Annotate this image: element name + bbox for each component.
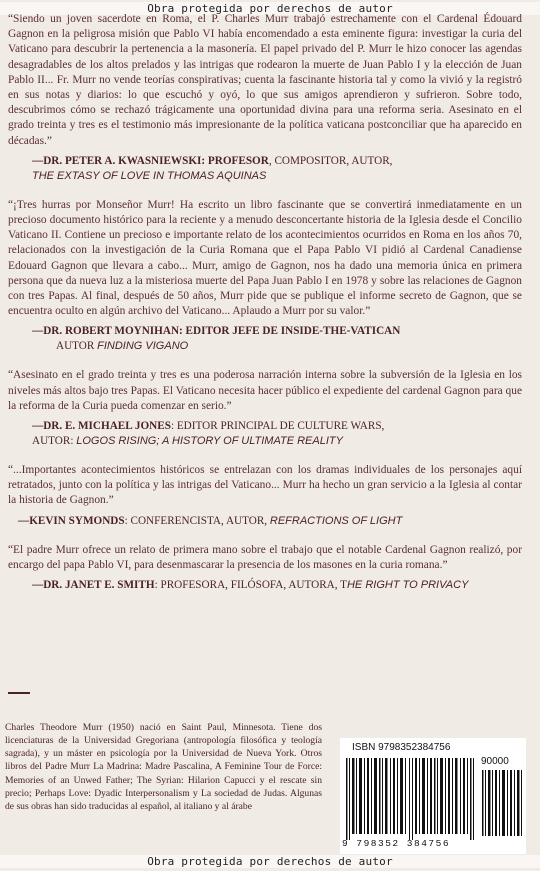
endorsement-1	[8, 12, 522, 184]
endorsement-attribution	[32, 419, 522, 449]
endorsements	[8, 12, 522, 607]
endorser-role: : CONFERENCISTA, AUTOR,	[124, 514, 268, 527]
author-bio: Charles Theodore Murr (1950) nació en Saint Paul, Minnesota. Tiene dos licenciaturas de la Universidad Gregoriana (antropología filosófica y teología sagrada), y un máster en psicología por la Universidad de Nueva York. Otros libros del Padre Murr La Madrina: Madre Pascalina, A Feminine Tour de Force: Memories of an Unwed Father; The Syrian: Hilarion Capucci y el rescate sin precio; Perhaps Love: Dyadic Interpersonalism y La sociedad de Judas. Algunas de sus obras han sido traducidas al español, al italiano y al árabe	[5, 721, 322, 813]
endorsement-4	[8, 463, 522, 529]
endorser-name: —DR. PETER A. KWASNIEWSKI: PROFESOR	[32, 154, 269, 167]
endorser-name: —KEVIN SYMONDS	[18, 514, 125, 527]
ean-digits: 9 798352 384756	[342, 838, 451, 849]
barcode-bars-icon	[342, 754, 482, 840]
endorsement-quote: “Siendo un joven sacerdote en Roma, el P. Charles Murr trabajó estrechamente con el Cardenal Édouard Gagnon en la peligrosa misión que Pablo VI había encomendado a esta eminente figura: investigar la curia del Vaticano para descubrir la pertenencia a la masonería. El papel privado del P. Murr le hizo conocer las agendas desagradables de los altos prelados y las intrigas que rodearon la muerte de Juan Pablo I y la elección de Juan Pablo II... Fr. Murr no vende teorías conspirativas; cuenta la fascinante historia tal y como la vivió y la registró en sus notas y diarios: lo que escuchó y oyó, lo que sus amigos aprendieron y sufrieron. Sobre todo, descubrimos cómo se rechazó trágicamente una oportunidad divina para una reforma seria. Asesinato en el grado treinta y tres es el testimonio más impresionante de la política vaticana postconciliar que ha aparecido en décadas.”	[8, 13, 522, 147]
endorser-role-2: AUTOR:	[32, 435, 74, 448]
endorser-role: , COMPOSITOR, AUTOR,	[268, 154, 393, 167]
endorsement-attribution	[32, 578, 522, 593]
endorsement-attribution	[32, 154, 522, 184]
watermark-bottom: Obra protegida por derechos de autor	[0, 855, 540, 868]
endorsement-quote: “El padre Murr ofrece un relato de primera mano sobre el trabajo que el notable Cardenal Gagnon realizó, por encargo del papa Pablo VI, para desenmascarar la presencia de los masones en la curia romana.”	[8, 543, 522, 571]
endorsement-5	[8, 543, 522, 593]
endorser-book: THE EXTASY OF LOVE IN THOMAS AQUINAS	[32, 169, 267, 182]
endorsement-2	[8, 198, 522, 355]
price-code: 90000	[481, 756, 509, 767]
watermark-top: Obra protegida por derechos de autor	[0, 2, 540, 15]
isbn-barcode	[340, 738, 526, 854]
endorser-role: AUTOR	[56, 340, 95, 353]
endorsement-attribution	[32, 324, 522, 354]
endorser-name: —DR. E. MICHAEL JONES	[32, 420, 171, 433]
endorsement-3	[8, 368, 522, 449]
endorser-role: : EDITOR PRINCIPAL DE CULTURE WARS,	[170, 420, 385, 433]
endorsement-quote: “¡Tres hurras por Monseñor Murr! Ha escrito un libro fascinante que se convertirá inmediatamente en un precioso documento histórico para la reciente y a menudo desconcertante historia de la Iglesia desde el Concilio Vaticano II. Contiene un precioso e importante relato de los acontecimientos ocurridos en Roma en los años 70, relacionados con la investigación de la Curia Romana que el Papa Pablo VI pidió al Cardenal Canadiense Edouard Gagnon que llevara a cabo... Murr, amigo de Gagnon, nos ha dado una memoria única en primera persona que da nueva luz a la misteriosa muerte del Papa Juan Pablo I en 1978 y sobre las relaciones de Gagnon con tres Papas. Al final, después de 50 años, Murr pide que se publique el informe secreto de Gagnon, que se encuentra oculto en algún archivo del Vaticano... Aplaudo a Murr por su valor.”	[8, 198, 522, 318]
endorsement-quote: “Asesinato en el grado treinta y tres es una poderosa narración interna sobre la subversión de la Iglesia en los niveles más altos bajo tres Papas. El Vaticano necesita hacer público el expediente del cardenal Gagnon para que la reforma de la Curia pueda comenzar en serio.”	[8, 369, 522, 412]
endorser-book: REFRACTIONS OF LIGHT	[269, 514, 403, 527]
endorser-book: HE RIGHT TO PRIVACY	[346, 579, 469, 592]
endorsement-attribution	[18, 514, 522, 529]
endorser-name: —DR. ROBERT MOYNIHAN: EDITOR JEFE DE INSIDE-THE-VATICAN	[32, 325, 401, 338]
endorser-book: LOGOS RISING; A HISTORY OF ULTIMATE REALITY	[76, 435, 343, 448]
endorser-role: : PROFESORA, FILÓSOFA, AUTORA, T	[154, 579, 347, 592]
isbn-label: ISBN 9798352384756	[352, 742, 451, 753]
endorsement-quote: “...Importantes acontecimientos históricos se entrelazan con los dramas individuales de los personajes aquí retratados, junto con la política y las intrigas del Vaticano... Murr ha hecho un gran servicio a la Iglesia al contar la historia de Gagnon.”	[8, 464, 522, 507]
endorser-name: —DR. JANET E. SMITH	[32, 579, 155, 592]
endorser-book: FINDING VIGANO	[97, 340, 189, 353]
price-barcode-icon	[481, 770, 523, 836]
divider-rule	[8, 692, 30, 694]
